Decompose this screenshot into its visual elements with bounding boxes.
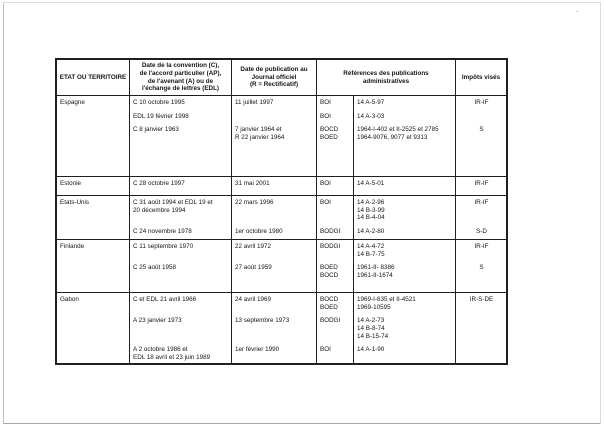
table-row-etats-unis — [57, 196, 506, 240]
text-line: 1969-I-635 et II-4521 — [357, 296, 416, 304]
text-line — [133, 272, 229, 280]
text-line: IR-IF — [474, 199, 489, 207]
header-line: Références des publications — [343, 69, 429, 77]
taxes-cell — [456, 196, 506, 239]
text-line: BOI — [320, 112, 331, 120]
text-line: Estonie — [60, 180, 82, 188]
header-line: Journal officiel — [251, 73, 297, 81]
text-line: 13 septembre 1973 — [235, 317, 290, 325]
taxes-cell — [456, 240, 506, 292]
text-line: 14 A-5-97 — [357, 99, 385, 107]
text-line — [459, 333, 504, 341]
reference-number-cell — [354, 293, 456, 363]
text-line: A 23 janvier 1973 — [133, 317, 182, 325]
text-line: BODGI — [320, 243, 341, 251]
text-line: BODGI — [320, 317, 341, 325]
publication-date-cell — [232, 196, 317, 239]
text-line: IR-IF — [474, 99, 489, 107]
text-line — [235, 354, 314, 362]
text-line: 20 décembre 1994 — [133, 206, 186, 214]
text-line — [459, 134, 504, 142]
text-line: C et EDL 21 avril 1966 — [133, 296, 197, 304]
text-line — [320, 325, 351, 333]
text-line: C 28 octobre 1997 — [133, 180, 185, 188]
reference-code-cell — [317, 177, 354, 195]
text-line — [459, 325, 504, 333]
text-line: R 22 janvier 1964 — [235, 133, 285, 141]
text-line: BOCD — [320, 296, 339, 304]
text-line: S-D — [476, 227, 487, 235]
text-line: 31 mai 2001 — [235, 180, 270, 188]
state-cell — [57, 196, 130, 239]
text-line — [459, 354, 504, 362]
text-line — [459, 251, 504, 259]
text-line: 1964-I-402 et II-2525 et 2785 — [357, 126, 439, 134]
text-line — [320, 354, 351, 362]
convention-date-cell — [130, 196, 232, 239]
publication-date-cell — [232, 240, 317, 292]
text-line — [235, 304, 314, 312]
header-line: administratives — [362, 77, 410, 85]
convention-date-cell — [130, 240, 232, 292]
text-line — [133, 134, 229, 142]
text-line: BOI — [320, 180, 331, 188]
text-line: BOED — [320, 303, 338, 311]
header-etat-ou-territoire — [57, 60, 130, 95]
text-line — [459, 207, 504, 215]
taxes-cell — [456, 96, 506, 176]
text-line: 14 B-7-75 — [357, 250, 385, 258]
text-line: 1964-9076, 9077 et 9313 — [357, 133, 428, 141]
publication-date-cell — [232, 96, 317, 176]
convention-date-cell — [130, 96, 232, 176]
text-line: 14 A-1-90 — [357, 346, 385, 354]
table-row-espagne — [57, 96, 506, 177]
text-line: 14 A-2-96 — [357, 199, 385, 207]
text-line: 7 janvier 1964 et — [235, 126, 282, 134]
header-date-publication — [232, 60, 317, 95]
state-cell — [57, 96, 130, 176]
header-line: de l'accord particulier (AP), — [139, 69, 222, 77]
text-line: 14 A-5-01 — [357, 180, 385, 188]
text-line — [133, 333, 229, 341]
text-line: C 8 janvier 1963 — [133, 126, 179, 134]
reference-number-cell — [354, 196, 456, 239]
text-line: 14 A-2-73 — [357, 317, 385, 325]
text-line: 1er février 1990 — [235, 346, 280, 354]
text-line — [459, 317, 504, 325]
reference-code-cell — [317, 293, 354, 363]
text-line — [133, 251, 229, 259]
text-line — [459, 272, 504, 280]
treaty-table — [55, 58, 508, 365]
text-line: 14 A-3-03 — [357, 112, 385, 120]
text-line — [320, 333, 351, 341]
text-line: 14 B-8-74 — [357, 324, 385, 332]
state-cell — [57, 240, 130, 292]
state-cell — [57, 177, 130, 195]
scan-speck: · — [576, 7, 579, 16]
text-line: 22 mars 1996 — [235, 199, 274, 207]
text-line — [235, 272, 314, 280]
table-row-finlande — [57, 240, 506, 293]
text-line: 14 A-2-80 — [357, 227, 385, 235]
text-line: 11 juillet 1997 — [235, 99, 274, 107]
reference-code-cell — [317, 196, 354, 239]
text-line: C 24 novembre 1978 — [133, 227, 192, 235]
text-line: BOI — [320, 199, 331, 207]
text-line: EDL 19 février 1998 — [133, 112, 189, 120]
text-line: 22 avril 1972 — [235, 243, 272, 251]
reference-number-cell — [354, 96, 456, 176]
publication-date-cell — [232, 177, 317, 195]
text-line: 1er octobre 1980 — [235, 227, 283, 235]
text-line: 1961-II-1674 — [357, 271, 393, 279]
reference-code-cell — [317, 96, 354, 176]
header-line: Date de publication au — [240, 65, 308, 73]
header-line: Date de la convention (C), — [141, 62, 220, 69]
text-line — [235, 251, 314, 259]
text-line — [133, 214, 229, 222]
text-line — [235, 333, 314, 341]
text-line: BOCD — [320, 271, 339, 279]
text-line: 24 avril 1969 — [235, 296, 272, 304]
text-line — [459, 304, 504, 312]
text-line — [235, 214, 314, 222]
table-header-row — [57, 60, 506, 96]
text-line: A 2 octobre 1986 et — [133, 346, 188, 354]
convention-date-cell — [130, 293, 232, 363]
text-line: Espagne — [60, 99, 85, 107]
text-line: BOI — [320, 346, 331, 354]
text-line: BOED — [320, 133, 338, 141]
convention-date-cell — [130, 177, 232, 195]
header-line: Impôts visés — [461, 73, 501, 81]
text-line: C 25 août 1958 — [133, 264, 177, 272]
reference-number-cell — [354, 240, 456, 292]
text-line: IR-IF — [474, 243, 489, 251]
header-line: (R = Rectificatif) — [249, 81, 299, 89]
text-line: S — [479, 264, 484, 272]
reference-code-cell — [317, 240, 354, 292]
taxes-cell — [456, 177, 506, 195]
table-row-estonie — [57, 177, 506, 196]
text-line — [133, 304, 229, 312]
text-line: 14 B-4-04 — [357, 214, 385, 222]
text-line — [357, 354, 453, 362]
header-impots-vises — [456, 60, 506, 95]
text-line — [459, 214, 504, 222]
text-line — [459, 113, 504, 121]
text-line: 14 A-4-72 — [357, 243, 385, 251]
text-line: IR-IF — [474, 180, 489, 188]
text-line: C 10 octobre 1995 — [133, 99, 185, 107]
header-line: ETAT OU TERRITOIRE — [59, 73, 127, 81]
text-line: 1961-II- 8386 — [357, 264, 395, 272]
text-line: BOI — [320, 99, 331, 107]
text-line: S — [479, 126, 484, 134]
table-body — [57, 96, 506, 363]
state-cell — [57, 293, 130, 363]
text-line: BOCD — [320, 126, 339, 134]
reference-number-cell — [354, 177, 456, 195]
text-line: IR-S-DE — [469, 296, 494, 304]
text-line — [235, 207, 314, 215]
header-line: de l'avenant (A) ou de — [147, 77, 214, 85]
text-line — [320, 251, 351, 259]
text-line: BOED — [320, 264, 338, 272]
text-line: 27 août 1959 — [235, 264, 272, 272]
text-line — [235, 325, 314, 333]
text-line: BODGI — [320, 227, 341, 235]
header-date-convention — [130, 60, 232, 95]
publication-date-cell — [232, 293, 317, 363]
text-line: Gabon — [60, 296, 79, 304]
text-line: Etats-Unis — [60, 199, 90, 207]
text-line: 1969-10595 — [357, 303, 391, 311]
text-line — [459, 346, 504, 354]
text-line — [235, 113, 314, 121]
text-line — [320, 207, 351, 215]
header-line: l'échange de lettres (EDL) — [141, 85, 220, 93]
text-line: Finlande — [60, 243, 85, 251]
table-row-gabon — [57, 293, 506, 363]
text-line: 14 B-3-99 — [357, 206, 385, 214]
text-line: EDL 18 avril et 23 juin 1989 — [133, 353, 211, 361]
text-line — [133, 325, 229, 333]
text-line: C 31 août 1994 et EDL 19 et — [133, 199, 213, 207]
text-line: 14 B-15-74 — [357, 332, 389, 340]
header-references-publications — [317, 60, 456, 95]
taxes-cell — [456, 293, 506, 363]
text-line: C 11 septembre 1970 — [133, 243, 194, 251]
text-line — [320, 214, 351, 222]
